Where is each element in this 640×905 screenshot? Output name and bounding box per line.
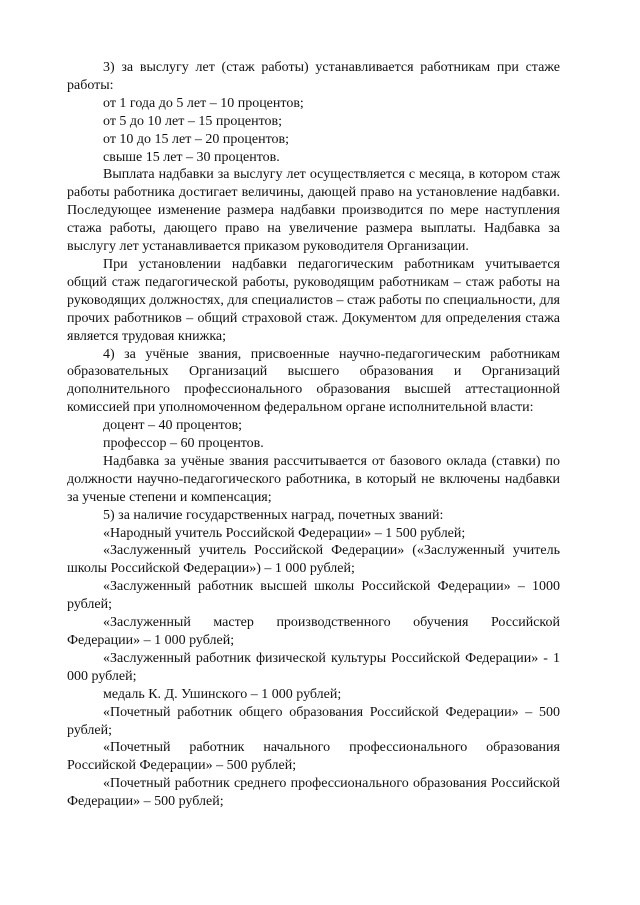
paragraph: Выплата надбавки за выслугу лет осуществляется с месяца, в котором стаж работы работника достигает величины, дающей право на установление надбавки. Последующее изменение размера надбавки производится по мере наступления стажа работы, дающего право на увеличение размера выплаты. Надбавка за выслугу лет устанавливается приказом руководителя Организации. bbox=[67, 167, 560, 255]
list-item: «Заслуженный учитель Российской Федерации» («Заслуженный учитель школы Российской Федерации») – 1 000 рублей; bbox=[67, 543, 560, 577]
list-item: «Народный учитель Российской Федерации» – 1 500 рублей; bbox=[103, 525, 466, 541]
list-item: от 10 до 15 лет – 20 процентов; bbox=[103, 131, 289, 147]
list-item: профессор – 60 процентов. bbox=[103, 436, 264, 452]
document-body bbox=[67, 59, 560, 811]
list-item: «Заслуженный работник высшей школы Российской Федерации» – 1000 рублей; bbox=[67, 579, 560, 613]
list-item: доцент – 40 процентов; bbox=[103, 418, 243, 434]
paragraph: Надбавка за учёные звания рассчитывается от базового оклада (ставки) по должности научно-педагогического работника, в который не включены надбавки за ученые степени и компенсация; bbox=[67, 453, 560, 505]
list-item: «Почетный работник начального профессионального образования Российской Федерации» – 500 рублей; bbox=[67, 740, 560, 774]
list-item: от 1 года до 5 лет – 10 процентов; bbox=[103, 95, 304, 111]
paragraph-academic-titles: 4) за учёные звания, присвоенные научно-педагогическим работникам образовательных Организаций высшего образования и Организаций дополнительного профессионального образования высшей аттестационной комиссией при уполномоченном федеральном органе исполнительной власти: bbox=[67, 346, 560, 416]
list-item: медаль К. Д. Ушинского – 1 000 рублей; bbox=[103, 686, 342, 702]
paragraph-state-awards: 5) за наличие государственных наград, почетных званий: bbox=[103, 507, 444, 523]
list-item: свыше 15 лет – 30 процентов. bbox=[103, 149, 280, 165]
list-item: «Почетный работник общего образования Российской Федерации» – 500 рублей; bbox=[67, 704, 560, 738]
list-item: «Почетный работник среднего профессионального образования Российской Федерации» – 500 рублей; bbox=[67, 776, 560, 810]
paragraph: При установлении надбавки педагогическим работникам учитывается общий стаж педагогической работы, руководящим работникам – стаж работы на руководящих должностях, для специалистов – стаж работы по специальности, для прочих работников – общий страховой стаж. Документом для определения стажа является трудовая книжка; bbox=[67, 256, 560, 344]
list-item: «Заслуженный мастер производственного обучения Российской Федерации» – 1 000 рублей; bbox=[67, 615, 560, 648]
paragraph-seniority-allowance: 3) за выслугу лет (стаж работы) устанавливается работникам при стаже работы: bbox=[67, 60, 560, 93]
list-item: от 5 до 10 лет – 15 процентов; bbox=[103, 113, 282, 129]
list-item: «Заслуженный работник физической культуры Российской Федерации» - 1 000 рублей; bbox=[67, 650, 560, 684]
